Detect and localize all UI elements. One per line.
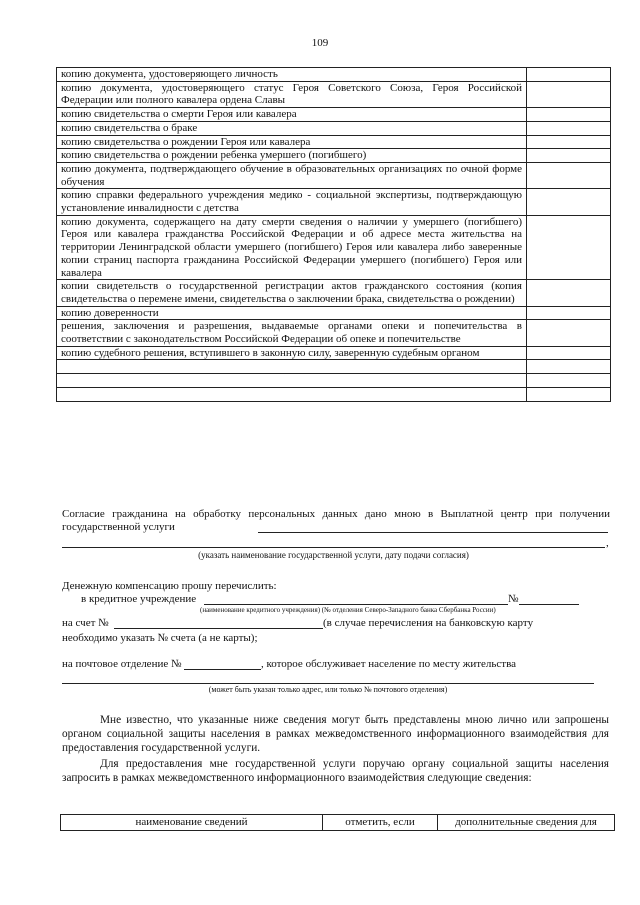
col-info-name: наименование сведений	[61, 815, 323, 831]
account-note: необходимо указать № счета (а не карты);	[62, 632, 258, 644]
account-number-field[interactable]	[114, 628, 323, 629]
document-name: копию свидетельства о браке	[57, 121, 527, 135]
document-row	[57, 215, 611, 280]
consent-date-field[interactable]	[62, 547, 605, 548]
document-row	[57, 81, 611, 107]
document-name: копию документа, подтверждающего обучение в образовательных организациях по очной форме обучения	[57, 162, 527, 188]
credit-institution-field[interactable]	[204, 604, 508, 605]
document-name: копию документа, содержащего на дату смерти сведения о наличии у умершего (погибшего) Героя или кавалера гражданства Российской Федерации и об адресе места жительства на территории Ленинградской области умершего (погибшего) Героя или кавалера либо заверенные копии страниц паспорта гражданина Российской Федерации умершего (погибшего) Героя или кавалера	[57, 215, 527, 280]
consent-label: Согласие гражданина на обработку персональных данных дано мною в Выплатной центр при получении государственной услуги	[62, 508, 610, 533]
document-mark-cell[interactable]	[527, 320, 611, 346]
document-mark-cell[interactable]	[527, 346, 611, 360]
col-additional-info: дополнительные сведения для	[438, 815, 615, 831]
credit-institution-note: (наименование кредитного учреждения) (№ отделения Северо-Западного банка Сбербанка России)	[200, 606, 496, 614]
post-office-field[interactable]	[184, 669, 261, 670]
document-row	[57, 320, 611, 346]
document-row	[57, 360, 611, 374]
col-mark: отметить, если	[323, 815, 438, 831]
document-mark-cell[interactable]	[527, 81, 611, 107]
credit-institution-label: в кредитное учреждение	[81, 593, 197, 605]
post-office-suffix: , которое обслуживает население по месту жительства	[261, 658, 517, 670]
document-row	[57, 346, 611, 360]
document-name: копию документа, удостоверяющего статус Героя Советского Союза, Героя Российской Федерации или полного кавалера ордена Славы	[57, 81, 527, 107]
document-row	[57, 306, 611, 320]
document-row	[57, 189, 611, 215]
document-mark-cell[interactable]	[527, 121, 611, 135]
document-row	[57, 149, 611, 163]
document-row	[57, 121, 611, 135]
document-mark-cell[interactable]	[527, 108, 611, 122]
document-mark-cell[interactable]	[527, 149, 611, 163]
request-paragraph-text: Для предоставления мне государственной услуги поручаю органу социальной защиты населения запросить в рамках межведомственного информационного взаимодействия следующие сведения:	[62, 758, 609, 784]
document-mark-cell[interactable]	[527, 388, 611, 402]
document-mark-cell[interactable]	[527, 135, 611, 149]
page-number: 109	[311, 37, 329, 49]
document-name: копию свидетельства о рождении ребенка умершего (погибшего)	[57, 149, 527, 163]
document-name: копию доверенности	[57, 306, 527, 320]
document-name: решения, заключения и разрешения, выдаваемые органами опеки и попечительства в соответствии с законодательством Российской Федерации об опеке и попечительстве	[57, 320, 527, 346]
consent-caption: (указать наименование государственной услуги, дату подачи согласия)	[198, 550, 469, 560]
document-mark-cell[interactable]	[527, 280, 611, 306]
document-row	[57, 68, 611, 82]
account-label: на счет №	[62, 617, 109, 629]
address-field[interactable]	[62, 683, 594, 684]
document-mark-cell[interactable]	[527, 189, 611, 215]
document-row	[57, 374, 611, 388]
document-name	[57, 388, 527, 402]
post-office-caption: (может быть указан только адрес, или только № почтового отделения)	[208, 685, 448, 694]
request-paragraph	[62, 757, 609, 785]
consent-text	[62, 508, 610, 534]
documents-table	[56, 67, 611, 402]
info-paragraph-text: Мне известно, что указанные ниже сведения могут быть представлены мною лично или запрошены органом социальной защиты населения в рамках межведомственного информационного взаимодействия для предоставления государственной услуги.	[62, 714, 609, 754]
requested-info-table	[60, 814, 615, 831]
document-row	[57, 135, 611, 149]
consent-comma: ,	[606, 537, 609, 549]
document-row	[57, 280, 611, 306]
account-suffix: (в случае перечисления на банковскую карту	[323, 617, 534, 629]
document-row	[57, 388, 611, 402]
compensation-title: Денежную компенсацию прошу перечислить:	[62, 580, 277, 592]
document-name: копию документа, удостоверяющего личность	[57, 68, 527, 82]
document-mark-cell[interactable]	[527, 162, 611, 188]
document-name	[57, 360, 527, 374]
document-mark-cell[interactable]	[527, 215, 611, 280]
document-mark-cell[interactable]	[527, 68, 611, 82]
document-mark-cell[interactable]	[527, 306, 611, 320]
info-paragraph	[62, 713, 609, 755]
document-row	[57, 162, 611, 188]
branch-number-sign: №	[508, 593, 519, 605]
document-name: копию свидетельства о рождении Героя или кавалера	[57, 135, 527, 149]
branch-number-field[interactable]	[519, 604, 579, 605]
document-name: копию судебного решения, вступившего в законную силу, заверенную судебным органом	[57, 346, 527, 360]
document-name: копию справки федерального учреждения медико - социальной экспертизы, подтверждающую установление инвалидности с детства	[57, 189, 527, 215]
document-name: копии свидетельств о государственной регистрации актов гражданского состояния (копия свидетельства о перемене имени, свидетельства о заключении брака, свидетельства о рождении)	[57, 280, 527, 306]
post-office-label: на почтовое отделение №	[62, 658, 182, 670]
service-name-field[interactable]	[258, 532, 608, 533]
document-row	[57, 108, 611, 122]
document-name: копию свидетельства о смерти Героя или кавалера	[57, 108, 527, 122]
document-mark-cell[interactable]	[527, 374, 611, 388]
document-mark-cell[interactable]	[527, 360, 611, 374]
document-name	[57, 374, 527, 388]
